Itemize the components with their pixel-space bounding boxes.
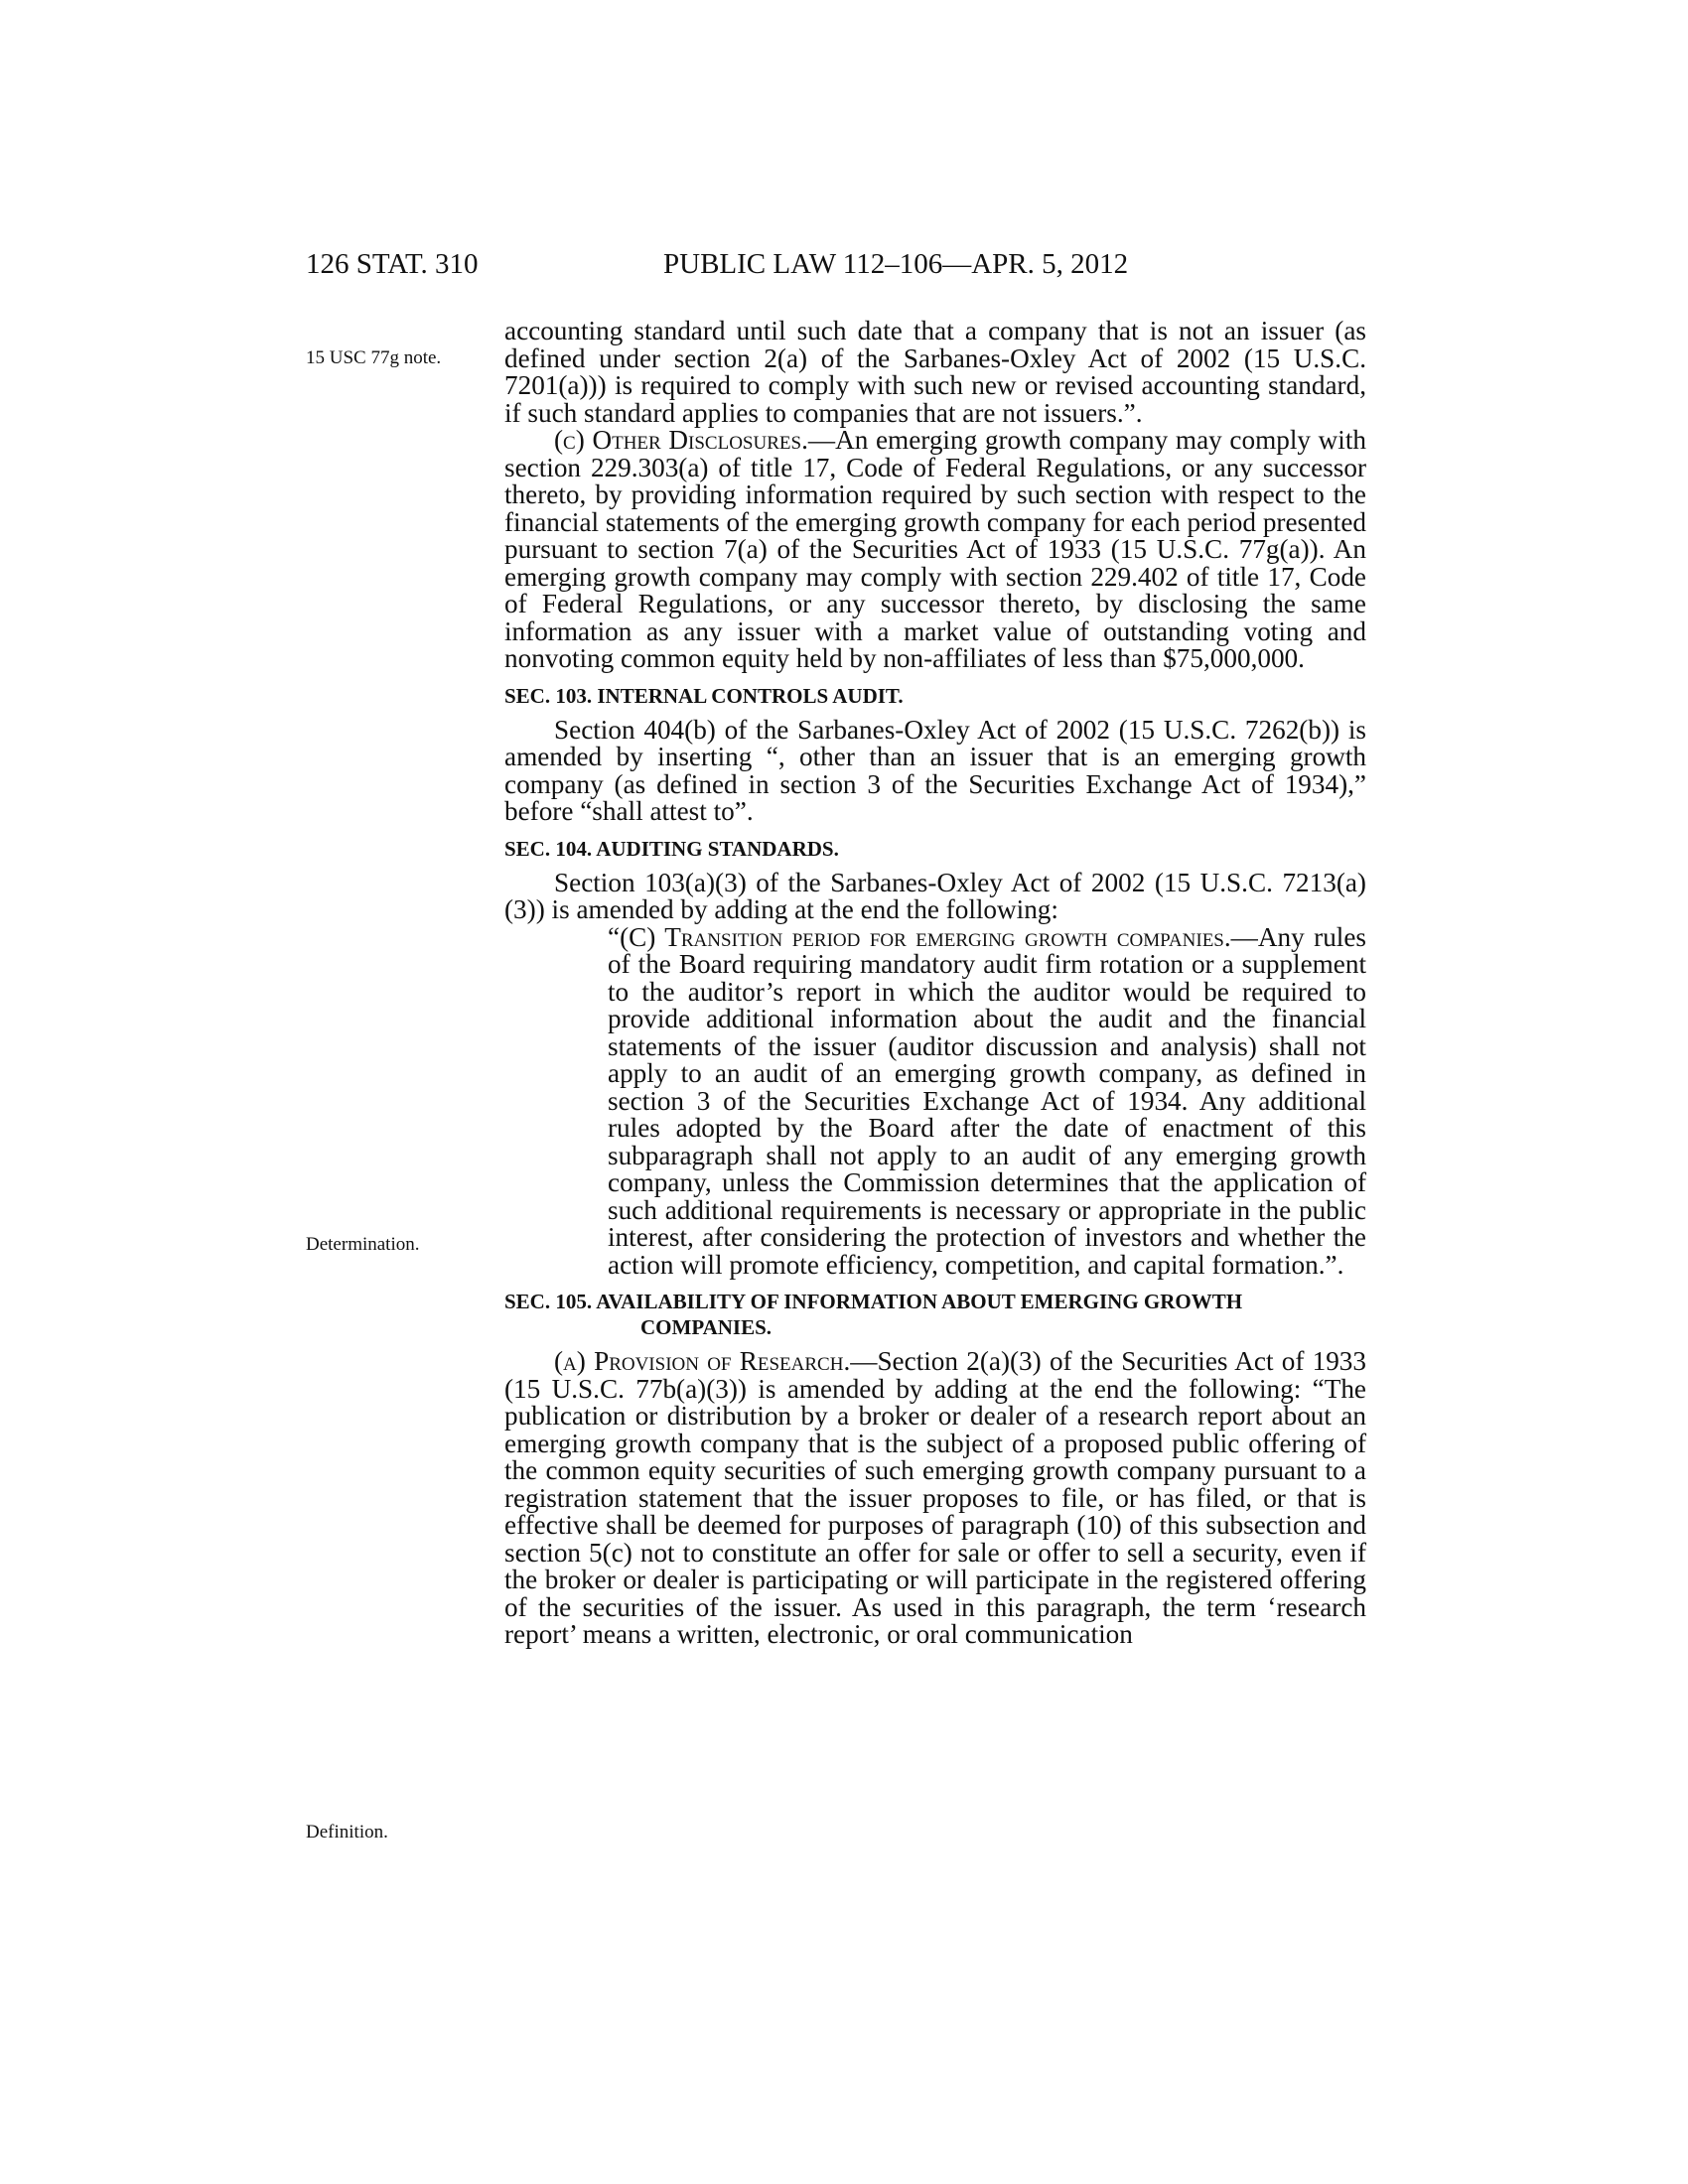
subparagraph-heading: “(C) Transition period for emerging growth companies. (608, 921, 1231, 952)
paragraph-sec-104: Section 103(a)(3) of the Sarbanes-Oxley Act of 2002 (15 U.S.C. 7213(a)(3)) is amended by adding at the end the following: (504, 867, 1366, 924)
subsection-heading: (c) Other Disclosures. (554, 425, 808, 455)
paragraph-continuation: accounting standard until such date that a company that is not an issuer (as defined under section 2(a) of the Sarbanes-Oxley Act of 2002 (15 U.S.C. 7201(a))) is required to comply with such new or revised accounting standard, if such standard applies to companies that are not issuers.”. (504, 316, 1366, 428)
section-heading-103: SEC. 103. INTERNAL CONTROLS AUDIT. (504, 683, 904, 708)
section-heading-105 (504, 1289, 1366, 1340)
margin-note-usc: 15 USC 77g note. (306, 347, 442, 368)
statute-page-number: 126 STAT. 310 (306, 248, 479, 280)
paragraph-sec-103: Section 404(b) of the Sarbanes-Oxley Act of 2002 (15 U.S.C. 7262(b)) is amended by inserting “, other than an issuer that is an emerging growth company (as defined in section 3 of the Securities Exchange Act of 1934),” before “shall attest to”. (504, 714, 1366, 826)
paragraph-text: —An emerging growth company may comply with section 229.303(a) of title 17, Code of Federal Regulations, or any successor thereto, by providing information required by such section with respect to the financial statements of the emerging growth company for each period presented pursuant to section 7(a) of the Securities Act of 1933 (15 U.S.C. 77g(a)). An emerging growth company may comply with section 229.402 of title 17, Code of Federal Regulations, or any successor thereto, by disclosing the same information as any issuer with a market value of outstanding voting and nonvoting common equity held by non-affiliates of less than $75,000,000. (504, 425, 1367, 673)
margin-note-determination: Determination. (306, 1234, 420, 1255)
paragraph-text: —Section 2(a)(3) of the Securities Act of 1933 (15 U.S.C. 77b(a)(3)) is amended by adding at the end the following: “The publication or distribution by a broker or dealer of a research report about an emerging growth company that is the subject of a proposed public offering of the common equity securities of such emerging growth company pursuant to a registration statement that the issuer proposes to file, or has filed, or that is effective shall be deemed for purposes of paragraph (10) of this subsection and section 5(c) not to constitute an offer for sale or offer to sell a security, even if the broker or dealer is participating or will participate in the registered offering of the securities of the issuer. As used in this paragraph, the term ‘research report’ means a written, electronic, or oral communication (504, 1346, 1366, 1649)
section-heading-line: SEC. 105. AVAILABILITY OF INFORMATION ABOUT EMERGING GROWTH (504, 1290, 1243, 1313)
paragraph-text: —Any rules of the Board requiring mandatory audit firm rotation or a supplement to the auditor’s report in which the auditor would be required to provide additional information about the audit and the financial statements of the issuer (auditor discussion and analysis) shall not apply to an audit of an emerging growth company, as defined in section 3 of the Securities Exchange Act of 1934. Any additional rules adopted by the Board after the date of enactment of this subparagraph shall not apply to an audit of any emerging growth company, unless the Commission determines that the application of such additional requirements is necessary or appropriate in the public interest, after considering the protection of investors and whether the action will promote efficiency, competition, and capital formation.”. (608, 921, 1366, 1280)
page-header (0, 248, 1688, 288)
margin-note-definition: Definition. (306, 1822, 388, 1843)
quoted-amendment (608, 921, 1366, 1280)
paragraph-other-disclosures (504, 427, 1366, 673)
body-column (504, 318, 1366, 1649)
paragraph-provision-of-research (504, 1348, 1366, 1649)
running-title: PUBLIC LAW 112–106—APR. 5, 2012 (663, 248, 1129, 280)
section-heading-line: COMPANIES. (640, 1315, 773, 1339)
section-heading-104: SEC. 104. AUDITING STANDARDS. (504, 836, 839, 861)
subsection-heading: (a) Provision of Research. (554, 1346, 851, 1376)
